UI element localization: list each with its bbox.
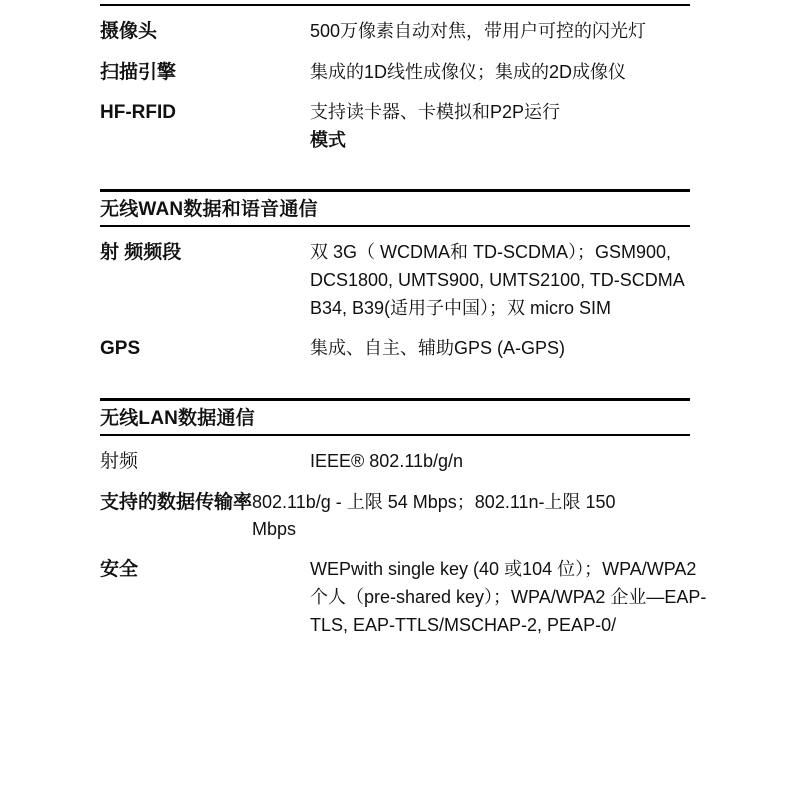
spec-label: 射频 [100, 451, 139, 473]
spec-value: IEEE® 802.11b/g/n [310, 451, 464, 472]
spec-value [310, 99, 710, 155]
spec-row [100, 477, 780, 545]
spec-label: 摄像头 [100, 21, 158, 42]
spec-label: 射 频频段 [100, 242, 182, 264]
section-rows-wwan [0, 227, 800, 363]
section-spacer [0, 155, 800, 189]
spec-label: 扫描引擎 [100, 61, 177, 83]
section-header-wlan [0, 398, 800, 437]
spec-value: 802.11b/g - 上限 54 Mbps；802.11n-上限 150 Mbps [252, 491, 616, 540]
spec-row [100, 436, 780, 477]
section-rows-wlan [0, 436, 800, 640]
spec-label: 安全 [100, 559, 139, 581]
spec-value-bold-tail: 模式 [310, 129, 346, 150]
spec-row [100, 227, 780, 323]
section-rows-data-capture [0, 6, 800, 155]
spec-value-text: 支持读卡器、卡模拟和P2P运行 [310, 102, 561, 122]
section-wlan [0, 398, 800, 641]
section-data-capture [0, 0, 800, 155]
spec-row [100, 323, 780, 364]
spec-row [100, 544, 780, 640]
spec-value: 集成、自主、辅助GPS (A-GPS) [310, 338, 566, 358]
spec-label: 支持的数据传输率 [100, 491, 253, 513]
spec-value: 双 3G（ WCDMA和 TD-SCDMA）；GSM900, DCS1800, UMTS900, UMTS2100, TD-SCDMA B34, B39(适用子中国）；双 micro SIM [310, 242, 684, 319]
section-header-wwan [0, 189, 800, 228]
section-title-wlan: 无线LAN数据通信 [100, 407, 255, 429]
spec-value: WEPwith single key (40 或104 位）；WPA/WPA2 个人（pre-shared key）；WPA/WPA2 企业—EAP-TLS, EAP-TTLS/MSCHAP-2, PEAP-0/ [310, 559, 707, 636]
section-spacer [0, 364, 800, 398]
spec-row [100, 6, 780, 47]
spec-row [100, 87, 780, 155]
spec-label: GPS [100, 338, 141, 359]
section-title-wwan: 无线WAN数据和语音通信 [100, 198, 318, 220]
spec-label: HF-RFID [100, 102, 176, 123]
spec-value: 集成的1D线性成像仪；集成的2D成像仪 [310, 61, 627, 82]
spec-row [100, 47, 780, 88]
section-rule [100, 434, 690, 436]
section-rule [100, 225, 690, 227]
section-wwan [0, 189, 800, 364]
spec-value: 500万像素自动对焦，带用户可控的闪光灯 [310, 21, 647, 41]
